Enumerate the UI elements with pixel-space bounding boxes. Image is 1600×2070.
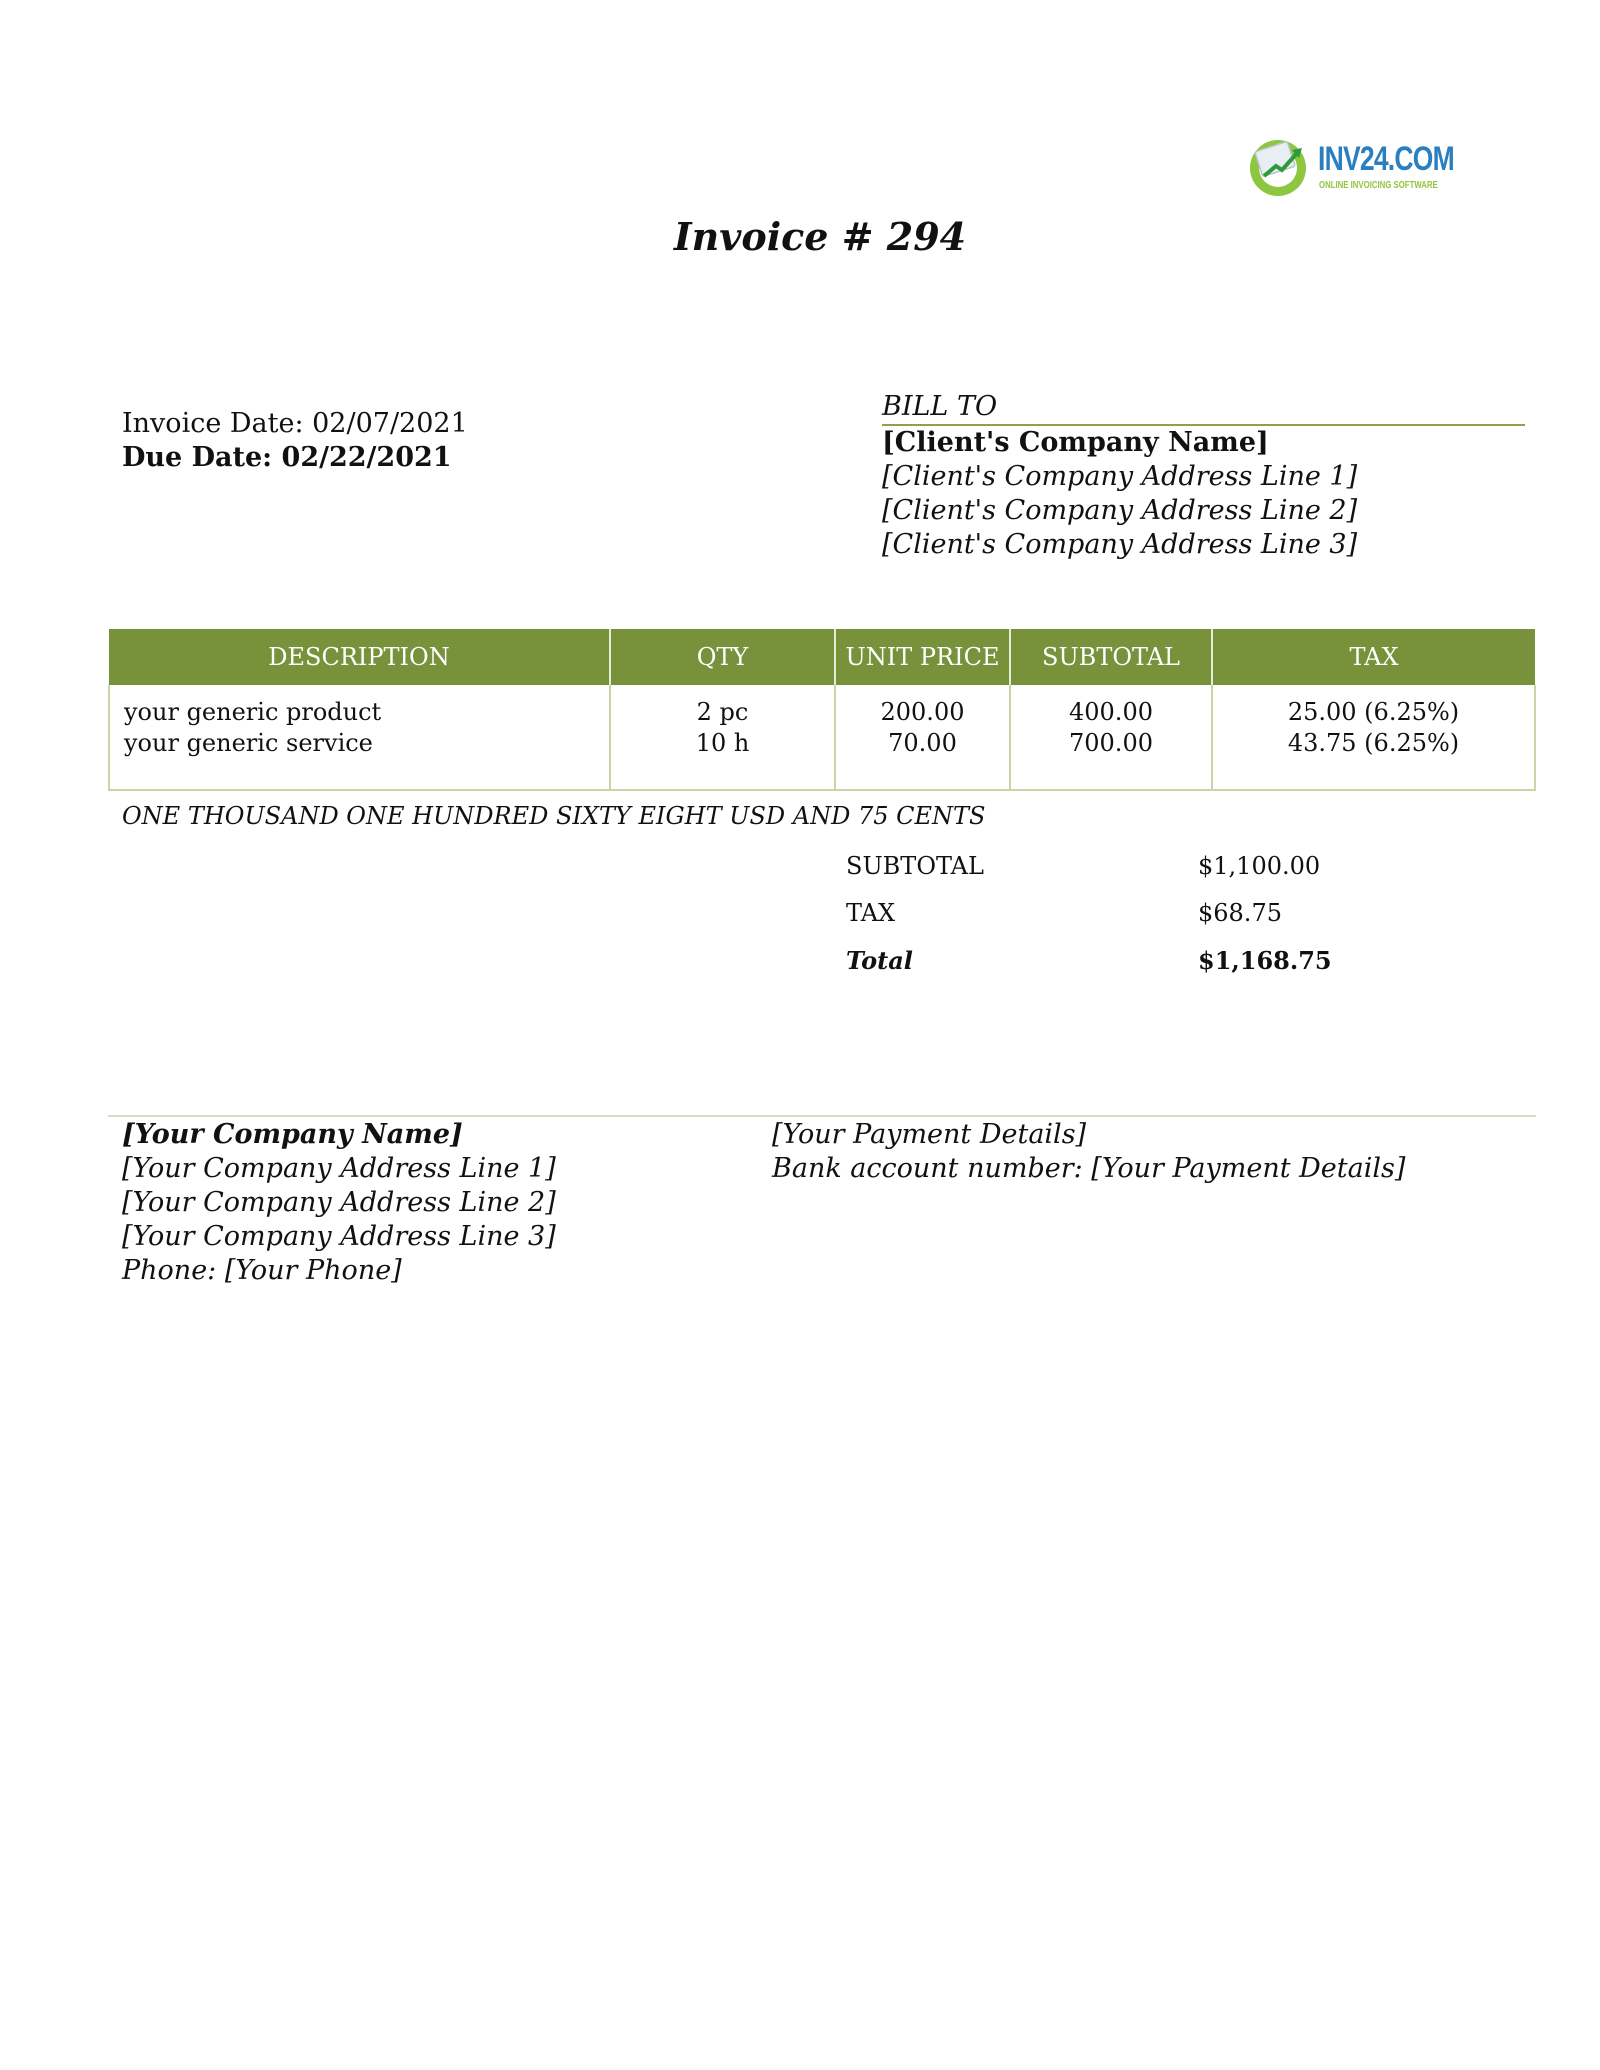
table-row bbox=[109, 685, 1535, 790]
totals-block bbox=[846, 852, 1446, 993]
item-description: your generic product bbox=[124, 698, 382, 726]
logo-wordmark: INV24.COM bbox=[1318, 140, 1454, 178]
item-tax: 43.75 (6.25%) bbox=[1287, 729, 1460, 757]
client-address-line-3: [Client's Company Address Line 3] bbox=[882, 529, 1358, 560]
bill-to-block bbox=[882, 390, 1525, 562]
header-unit-price: UNIT PRICE bbox=[835, 629, 1010, 685]
item-unit-price: 200.00 bbox=[880, 698, 965, 726]
header-description: DESCRIPTION bbox=[109, 629, 610, 685]
client-address-line-1: [Client's Company Address Line 1] bbox=[882, 461, 1358, 492]
tax-cell bbox=[1212, 685, 1535, 790]
logo-chart-icon bbox=[1248, 132, 1316, 200]
invoice-date: Invoice Date: 02/07/2021 bbox=[122, 408, 468, 439]
header-subtotal: SUBTOTAL bbox=[1010, 629, 1212, 685]
your-company-address-line-2: [Your Company Address Line 2] bbox=[122, 1187, 556, 1218]
line-items-table bbox=[108, 629, 1536, 791]
subtotal-label: SUBTOTAL bbox=[846, 852, 984, 880]
amount-in-words: ONE THOUSAND ONE HUNDRED SIXTY EIGHT USD AND 75 CENTS bbox=[122, 802, 986, 830]
your-company-name: [Your Company Name] bbox=[122, 1119, 463, 1150]
total-label: Total bbox=[846, 946, 913, 975]
invoice-dates bbox=[122, 407, 468, 475]
item-tax: 25.00 (6.25%) bbox=[1287, 698, 1460, 726]
item-description: your generic service bbox=[124, 729, 373, 757]
client-company-name: [Client's Company Name] bbox=[882, 427, 1269, 458]
your-company-address-line-1: [Your Company Address Line 1] bbox=[122, 1153, 556, 1184]
tax-label: TAX bbox=[846, 899, 896, 927]
due-date: Due Date: 02/22/2021 bbox=[122, 442, 452, 473]
subtotal-row bbox=[846, 852, 1446, 899]
item-qty: 2 pc bbox=[696, 698, 749, 726]
total-row bbox=[846, 946, 1446, 993]
client-address-line-2: [Client's Company Address Line 2] bbox=[882, 495, 1358, 526]
item-unit-price: 70.00 bbox=[888, 729, 957, 757]
brand-logo bbox=[1248, 132, 1454, 202]
footer-divider bbox=[108, 1115, 1536, 1117]
logo-tagline: ONLINE INVOICING SOFTWARE bbox=[1319, 180, 1438, 191]
table-header-row bbox=[109, 629, 1535, 685]
subtotal-value: $1,100.00 bbox=[1198, 852, 1321, 880]
invoice-title: Invoice # 294 bbox=[673, 214, 967, 259]
unit-price-cell bbox=[835, 685, 1010, 790]
your-company-block bbox=[122, 1118, 556, 1288]
item-subtotal: 700.00 bbox=[1069, 729, 1153, 757]
tax-value: $68.75 bbox=[1198, 899, 1282, 927]
your-company-address-line-3: [Your Company Address Line 3] bbox=[122, 1221, 556, 1252]
payment-details: [Your Payment Details] bbox=[772, 1119, 1087, 1150]
payment-block bbox=[772, 1118, 1405, 1186]
subtotal-cell bbox=[1010, 685, 1212, 790]
total-value: $1,168.75 bbox=[1198, 946, 1332, 975]
bank-account-number: Bank account number: [Your Payment Details] bbox=[772, 1153, 1406, 1184]
bill-to-label: BILL TO bbox=[882, 390, 1525, 426]
header-qty: QTY bbox=[610, 629, 835, 685]
tax-row bbox=[846, 899, 1446, 946]
description-cell bbox=[109, 685, 610, 790]
item-subtotal: 400.00 bbox=[1069, 698, 1153, 726]
qty-cell bbox=[610, 685, 835, 790]
item-qty: 10 h bbox=[695, 729, 750, 757]
your-company-phone: Phone: [Your Phone] bbox=[122, 1255, 402, 1286]
header-tax: TAX bbox=[1212, 629, 1535, 685]
